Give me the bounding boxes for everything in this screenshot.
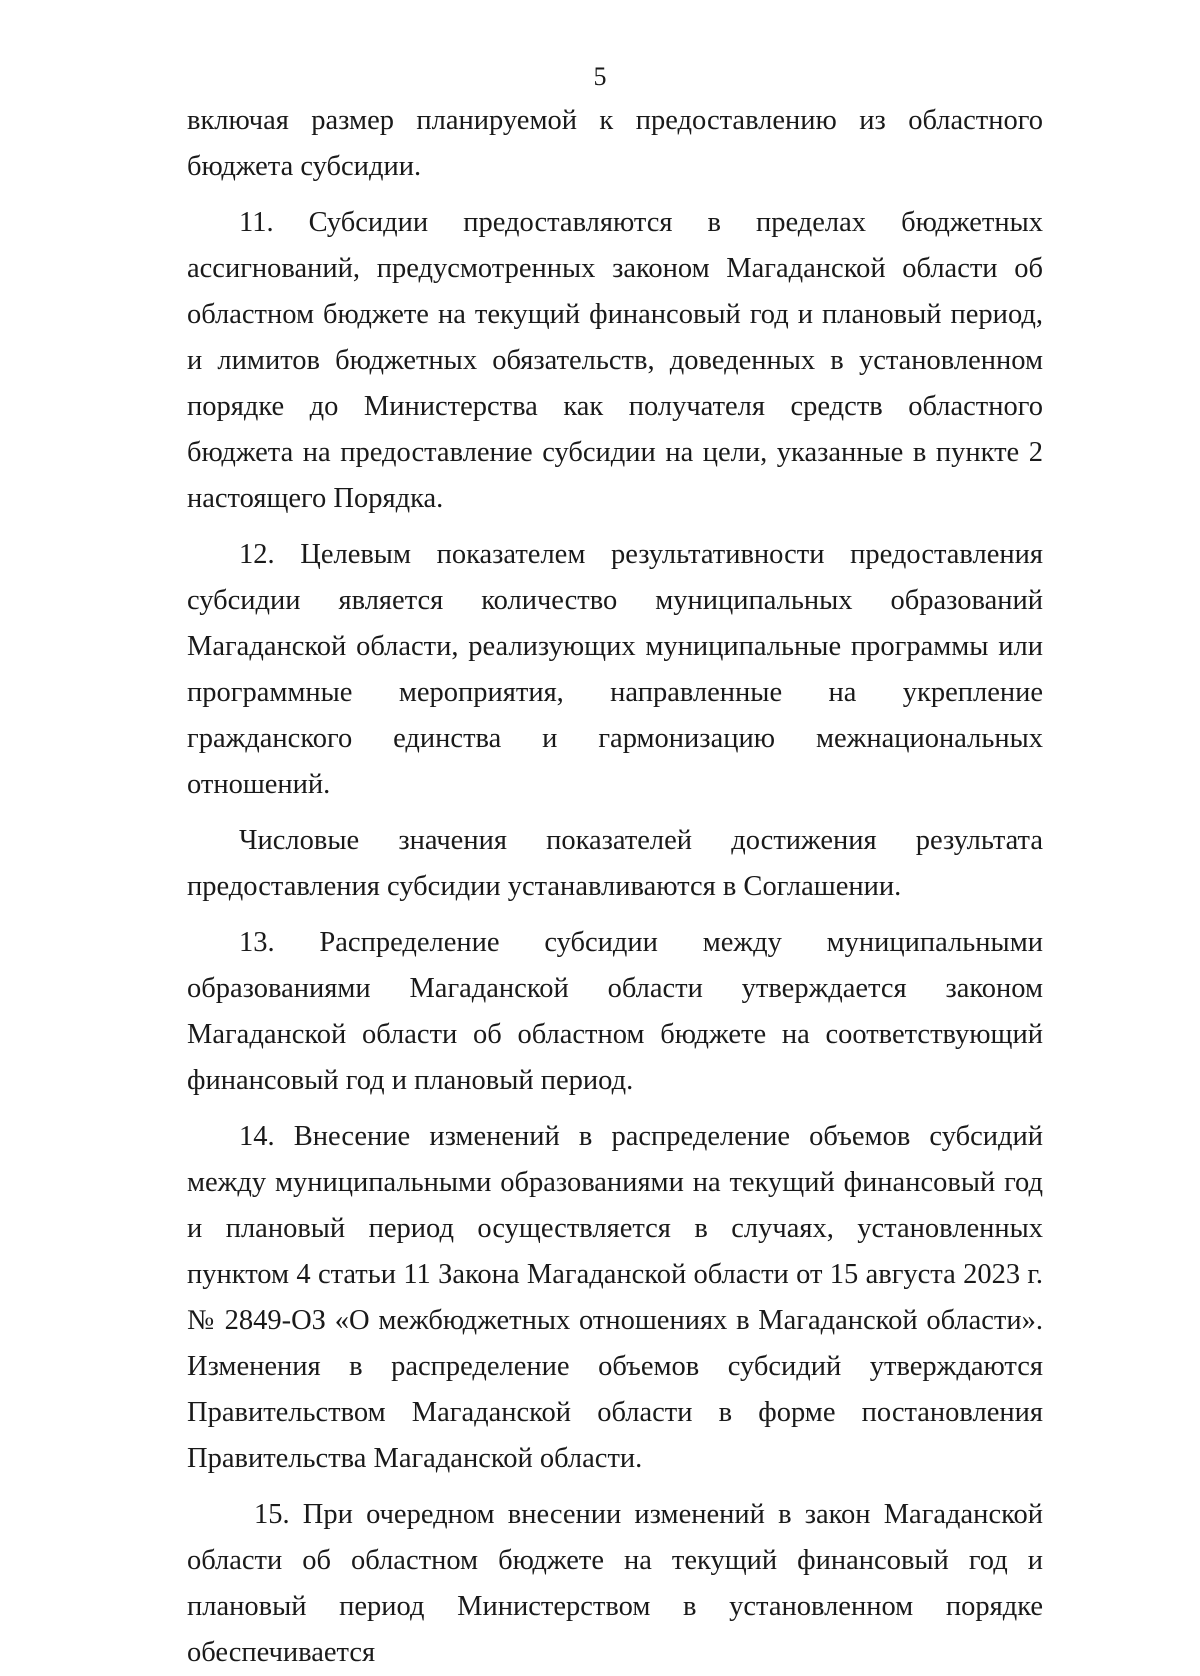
page-number: 5	[593, 62, 607, 91]
paragraph-item-11: 11. Субсидии предоставляются в пределах бюджетных ассигнований, предусмотренных законом Магаданской области об областном бюджете на текущий финансовый год и плановый период, и лимитов бюджетных обязательств, доведенных в установленном порядке до Министерства как получателя средств областного бюджета на предоставление субсидии на цели, указанные в пункте 2 настоящего Порядка.	[187, 207, 1043, 514]
document-body	[187, 98, 1043, 1676]
paragraph-item-12: 12. Целевым показателем результативности предоставления субсидии является количество муниципальных образований Магаданской области, реализующих муниципальные программы или программные мероприятия, направленные на укрепление гражданского единства и гармонизацию межнациональных отношений.	[187, 539, 1043, 800]
paragraph-item-15: 15. При очередном внесении изменений в закон Магаданской области об областном бюджете на текущий финансовый год и плановый период Министерством в установленном порядке обеспечивается	[187, 1499, 1043, 1668]
paragraph-item-14: 14. Внесение изменений в распределение объемов субсидий между муниципальными образованиями на текущий финансовый год и плановый период осуществляется в случаях, установленных пунктом 4 статьи 11 Закона Магаданской области от 15 августа 2023 г. № 2849-ОЗ «О межбюджетных отношениях в Магаданской области». Изменения в распределение объемов субсидий утверждаются Правительством Магаданской области в форме постановления Правительства Магаданской области.	[187, 1121, 1043, 1474]
paragraph-numeric-values: Числовые значения показателей достижения результата предоставления субсидии устанавливаются в Соглашении.	[187, 825, 1043, 902]
paragraph-item-13: 13. Распределение субсидии между муниципальными образованиями Магаданской области утверждается законом Магаданской области об областном бюджете на соответствующий финансовый год и плановый период.	[187, 927, 1043, 1096]
paragraph-continuation: включая размер планируемой к предоставлению из областного бюджета субсидии.	[187, 105, 1043, 182]
